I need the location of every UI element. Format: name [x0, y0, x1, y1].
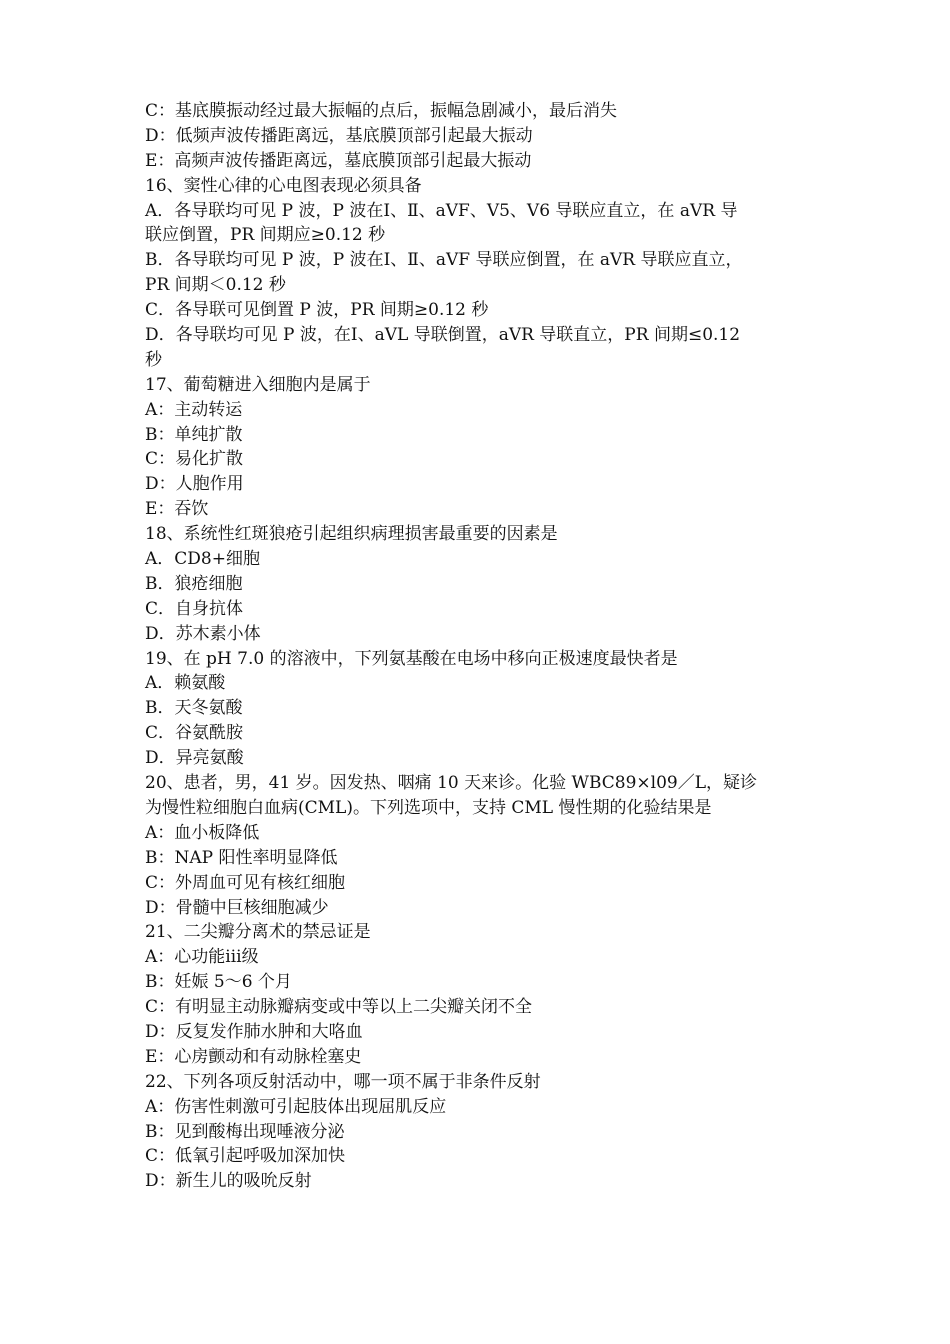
option-line: A．CD8+细胞	[145, 549, 260, 570]
option-line: E：吞饮	[145, 499, 209, 520]
option-line: C．谷氨酰胺	[145, 723, 244, 744]
question-16: 16、窦性心律的心电图表现必须具备	[145, 175, 422, 196]
option-line-continuation: PR 间期＜0.12 秒	[145, 275, 286, 296]
option-line: D．苏木素小体	[145, 623, 261, 644]
option-line: C．自身抗体	[145, 598, 244, 619]
option-line: A：主动转运	[145, 399, 243, 420]
option-line: C：易化扩散	[145, 449, 244, 470]
option-line: D．各导联均可见 P 波，在Ⅰ、aVL 导联倒置，aVR 导联直立，PR 间期≤0.12	[145, 325, 741, 346]
question-19: 19、在 pH 7.0 的溶液中，下列氨基酸在电场中移向正极速度最快者是	[145, 648, 678, 669]
option-line: D：人胞作用	[145, 474, 244, 495]
question-18: 18、系统性红斑狼疮引起组织病理损害最重要的因素是	[145, 524, 558, 545]
option-line: D：骨髓中巨核细胞减少	[145, 897, 329, 918]
question-21: 21、二尖瓣分离术的禁忌证是	[145, 922, 371, 943]
option-line: C：外周血可见有核红细胞	[145, 872, 346, 893]
option-line: A：伤害性刺激可引起肢体出现屈肌反应	[145, 1096, 447, 1117]
question-20-continuation: 为慢性粒细胞白血病(CML)。下列选项中，支持 CML 慢性期的化验结果是	[145, 797, 712, 818]
option-line: E：高频声波传播距离远，墓底膜顶部引起最大振动	[145, 150, 532, 171]
option-line: C：低氧引起呼吸加深加快	[145, 1146, 346, 1167]
option-line: B．狼疮细胞	[145, 573, 243, 594]
option-line: D：新生儿的吸吮反射	[145, 1171, 312, 1192]
option-line: B．各导联均可见 P 波，P 波在Ⅰ、Ⅱ、aVF 导联应倒置，在 aVR 导联应直立，	[145, 250, 743, 271]
option-line: C：有明显主动脉瓣病变或中等以上二尖瓣关闭不全	[145, 997, 533, 1018]
option-line: B：见到酸梅出现唾液分泌	[145, 1121, 345, 1142]
option-line: B：妊娠 5～6 个月	[145, 972, 292, 993]
document-body	[145, 99, 809, 1194]
option-line: A．各导联均可见 P 波，P 波在Ⅰ、Ⅱ、aVF、V5、V6 导联应直立，在 aVR 导	[145, 200, 738, 221]
question-20: 20、患者，男，41 岁。因发热、咽痛 10 天来诊。化验 WBC89×l09／L，疑诊	[145, 773, 758, 794]
option-line: B：NAP 阳性率明显降低	[145, 847, 338, 868]
option-line: A：血小板降低	[145, 822, 260, 843]
option-line: A．赖氨酸	[145, 673, 226, 694]
option-line: D．异亮氨酸	[145, 748, 244, 769]
option-line: B．天冬氨酸	[145, 698, 243, 719]
option-line: A：心功能ⅲ级	[145, 947, 259, 968]
option-line: C：基底膜振动经过最大振幅的点后，振幅急剧减小，最后消失	[145, 101, 618, 121]
option-line: D：反复发作肺水肿和大咯血	[145, 1021, 363, 1042]
option-line-continuation: 联应倒置，PR 间期应≥0.12 秒	[145, 225, 386, 246]
option-line-continuation: 秒	[145, 349, 162, 370]
option-line: E：心房颤动和有动脉栓塞史	[145, 1046, 362, 1067]
question-22: 22、下列各项反射活动中，哪一项不属于非条件反射	[145, 1071, 541, 1092]
option-line: D：低频声波传播距离远，基底膜顶部引起最大振动	[145, 125, 533, 146]
option-line: C．各导联可见倒置 P 波，PR 间期≥0.12 秒	[145, 300, 489, 321]
question-17: 17、葡萄糖进入细胞内是属于	[145, 374, 371, 395]
option-line: B：单纯扩散	[145, 424, 243, 445]
